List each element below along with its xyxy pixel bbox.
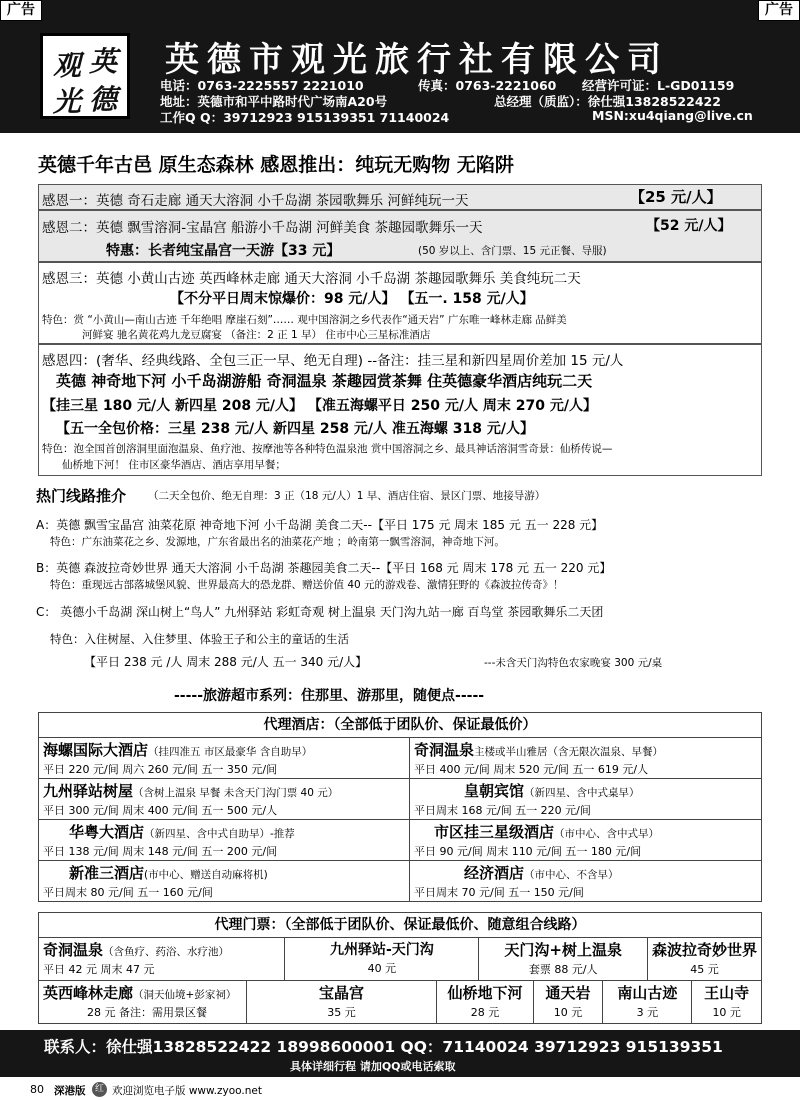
logo-char-4: 德 [89,83,118,116]
gratitude-4-line: 英德 神奇地下河 小千岛湖游船 奇洞温泉 茶趣园赏茶舞 住英德豪华酒店纯玩二天 [56,372,593,390]
gratitude-4: 感恩四：(奢华、经典线路、全包三正一早、绝无自理) --备注：挂三星和新四星周价差加 15 元/人 [42,353,624,369]
ticket-price: 10 元 [553,1006,583,1019]
route-b-feature: 特色：重现远古部落城堡风貌、世界最高大的恐龙群、赠送价值 40 元的游戏卷、激情狂野的《森波拉传奇》！ [50,579,564,591]
edition-label: 深港版 [54,1085,86,1097]
gratitude-4-price-2: 【五一全包价格：三星 238 元/人 新四星 258 元/人 准五海螺 318 元/人】 [56,421,535,437]
ticket-name: 天门沟+树上温泉 [504,941,622,959]
hotel-name: 华粤大酒店 [69,823,145,841]
tickets-title-cell [39,913,762,938]
ticket-name: 宝晶宫 [319,984,365,1002]
route-a-feature: 特色：广东油菜花之乡、发源地，广东省最出名的油菜花产地 ；岭南第一飘雪溶洞，神奇地下河。 [50,536,505,548]
ticket-price: 45 元 [690,963,719,976]
hotel-name: 皇朝宾馆 [464,782,525,800]
tickets-table [38,912,762,1024]
hot-routes-note: （二天全包价、绝无自理：3 正（18 元/人）1 早、酒店住宿、景区门票、地接导游） [148,490,546,502]
route-a: A：英德 飘雪宝晶宫 油菜花原 神奇地下河 小千岛湖 美食二天--【平日 175 元 周末 185 元 五一 228 元】 [36,518,604,532]
hotel-price: 平日 90 元/间 周末 110 元/间 五一 180 元/间 [414,845,642,858]
ticket-price: 平日 42 元 周末 47 元 [43,963,155,976]
hotel-cell [39,738,410,779]
hot-routes-title: 热门线路推介 [36,487,127,505]
hotel-name: 海螺国际大酒店 [43,741,149,759]
gratitude-3: 感恩三：英德 小黄山古迹 英西峰林走廊 通天大溶洞 小千岛湖 茶趣园歌舞乐 美食纯玩二天 [42,271,581,287]
page-number: 80 [30,1083,44,1096]
ticket-price: 35 元 [327,1006,356,1019]
ticket-note: （含鱼疗、药浴、水疗池） [103,946,230,958]
ticket-name: 英西峰林走廊 [43,984,134,1002]
gratitude-1-price: 【25 元/人】 [630,188,722,206]
ticket-cell [437,981,533,1024]
hotel-name: 经济酒店 [464,864,525,882]
gratitude-2-special-note: (50 岁以上、含门票、15 元正餐、导服) [418,245,607,257]
ticket-price: 40 元 [367,962,397,975]
ticket-name: 九州驿站-天门沟 [329,942,434,958]
gratitude-2-price: 【52 元/人】 [646,218,732,234]
hotel-cell [39,820,410,861]
ticket-cell [647,938,761,981]
hotel-price: 平日 138 元/间 周末 148 元/间 五一 200 元/间 [43,845,278,858]
ticket-price: 套票 88 元/人 [528,963,598,976]
contact-sub: 具体详细行程 请加QQ或电话索取 [290,1060,456,1073]
gratitude-4-feature-1: 特色：泡全国首创溶洞里面泡温泉、鱼疗池、按摩池等各种特色温泉池 赏中国溶洞之乡、最具神话溶洞雪奇景：仙桥传说— [42,443,613,455]
ticket-cell [692,981,762,1024]
gratitude-4-feature-2: 仙桥地下河！ 住市区豪华酒店、酒店享用早餐； [62,459,286,471]
route-c-price-note: ---未含天门沟特色农家晚宴 300 元/桌 [484,657,663,669]
qq-line: 工作Q Q：39712923 915139351 71140024 [160,110,450,125]
footer-site[interactable]: 欢迎浏览电子版 www.zyoo.net [112,1085,262,1097]
route-b: B：英德 森波拉奇妙世界 通天大溶洞 小千岛湖 茶趣园美食二天--【平日 168 元 周末 178 元 五一 220 元】 [36,561,612,575]
company-logo [40,33,130,119]
route-c-price: 【平日 238 元 /人 周末 288 元/人 五一 340 元/人】 [84,655,368,669]
hotel-note: （含树上温泉 早餐 未含天门沟门票 40 元） [133,787,339,799]
gratitude-3-price: 【不分平日周末惊爆价：98 元/人】 【五一. 158 元/人】 [170,291,534,307]
ticket-name: 王山寺 [704,984,750,1002]
ticket-name: 南山古迹 [617,984,678,1002]
hotel-cell [410,779,762,820]
hotel-note: (市中心、赠送自动麻将机) [144,869,268,881]
manager-line: 总经理（质监）：徐仕强13828522422 [494,94,721,109]
ticket-price: 3 元 [636,1006,659,1019]
msn-line: MSN:xu4qiang@live.cn [592,108,753,123]
hotel-note: （市中心、含中式早） [554,828,660,840]
hotel-cell [410,861,762,902]
ad-label-left: 广告 [0,0,42,21]
gratitude-2: 感恩二：英德 飘雪溶洞-宝晶宫 船游小千岛湖 河鲜美食 茶趣园歌舞乐一天 [42,220,483,236]
hotel-price: 平日周末 168 元/间 五一 220 元/间 [414,804,591,817]
headline: 英德千年古邑 原生态森林 感恩推出：纯玩无购物 无陷阱 [38,154,514,176]
gratitude-3-feature-2: 河鲜宴 驰名黄花鸡九龙豆腐宴 （备注：2 正 1 早） 住市中心三星标准酒店 [82,329,431,341]
supermarket-title: -----旅游超市系列：住那里、游那里，随便点----- [174,688,485,704]
ticket-price: 28 元 备注：需用景区餐 [87,1006,207,1019]
edition-badge-icon: 红 [92,1082,107,1097]
ticket-cell [603,981,692,1024]
hotel-note: 主楼或半山雅居（含无限次温泉、早餐） [474,746,664,758]
hotel-price: 平日周末 80 元/间 五一 160 元/间 [43,886,213,899]
gratitude-2-special: 特惠：长者纯宝晶宫一天游【33 元】 [106,243,341,259]
hotel-note: （市中心、不含早） [524,869,619,881]
ticket-cell [39,981,247,1024]
logo-char-1: 观 [53,49,82,82]
hotel-cell [39,779,410,820]
ticket-note: （洞天仙境+彭家祠） [133,989,237,1001]
logo-char-2: 光 [53,85,82,118]
hotel-cell [39,861,410,902]
ticket-cell [479,938,648,981]
ticket-price: 28 元 [470,1006,500,1019]
hotel-name: 九州驿站树屋 [43,782,134,800]
gratitude-4-price-1: 【挂三星 180 元/人 新四星 208 元/人】 【准五海螺平日 250 元/人 周末 270 元/人】 [42,398,597,414]
contact-line: 联系人：徐仕强13828522422 18998600001 QQ：71140024 39712923 915139351 [44,1038,723,1056]
route-c: C： 英德小千岛湖 深山树上“鸟人” 九州驿站 彩虹奇观 树上温泉 天门沟九站一廊 百鸟堂 茶园歌舞乐二天团 [36,605,604,619]
hotel-price: 平日周末 70 元/间 五一 150 元/间 [414,886,584,899]
ticket-name: 奇洞温泉 [43,941,104,959]
route-c-feature: 特色：入住树屋、入住梦里、体验王子和公主的童话的生活 [50,632,349,646]
ticket-price: 10 元 [712,1006,741,1019]
hotels-title: 代理酒店：（全部低于团队价、保证最低价） [263,717,537,733]
hotel-cell [410,820,762,861]
ticket-cell [533,981,603,1024]
ticket-cell [246,981,437,1024]
hotels-title-cell [39,713,762,738]
hotel-name: 奇洞温泉 [414,741,475,759]
gratitude-3-feature-1: 特色：赏 “小黄山—南山古迹 千年绝唱 摩崖石刻”…… 观中国溶洞之乡代表作“通天岩” 广东唯一峰林走廊 品鲜美 [42,314,567,326]
hotels-table [38,712,762,902]
ticket-cell [39,938,285,981]
logo-char-3: 英 [89,45,118,78]
hotel-price: 平日 400 元/间 周末 520 元/间 五一 619 元/人 [414,763,649,776]
hotel-price: 平日 300 元/间 周末 400 元/间 五一 500 元/人 [43,804,278,817]
hotel-name: 市区挂三星级酒店 [434,823,555,841]
license-line: 经营许可证：L-GD01159 [582,78,735,93]
gratitude-1: 感恩一：英德 奇石走廊 通天大溶洞 小千岛湖 茶园歌舞乐 河鲜纯玩一天 [42,193,469,209]
ticket-name: 森波拉奇妙世界 [651,941,757,959]
company-name: 英德市观光旅行社有限公司 [165,40,669,80]
ticket-cell [285,938,479,981]
hotel-name: 新准三酒店 [69,864,145,882]
tickets-title: 代理门票：（全部低于团队价、保证最低价、随意组合线路） [214,917,586,933]
fax-line: 传真：0763-2221060 [418,78,557,93]
hotel-note: （新四星、含中式桌早） [524,787,640,799]
ticket-name: 通天岩 [545,984,591,1002]
ticket-name: 仙桥地下河 [447,984,523,1002]
ad-label-right: 广告 [758,0,800,21]
hotel-note: （挂四准五 市区最豪华 含自助早） [148,746,313,758]
address-line: 地址：英德市和平中路时代广场南A20号 [160,94,388,109]
hotel-price: 平日 220 元/间 周六 260 元/间 五一 350 元/间 [43,763,278,776]
phone-line: 电话：0763-2225557 2221010 [160,78,364,93]
hotel-cell [410,738,762,779]
hotel-note: （新四星、含中式自助早）-推荐 [144,828,295,840]
